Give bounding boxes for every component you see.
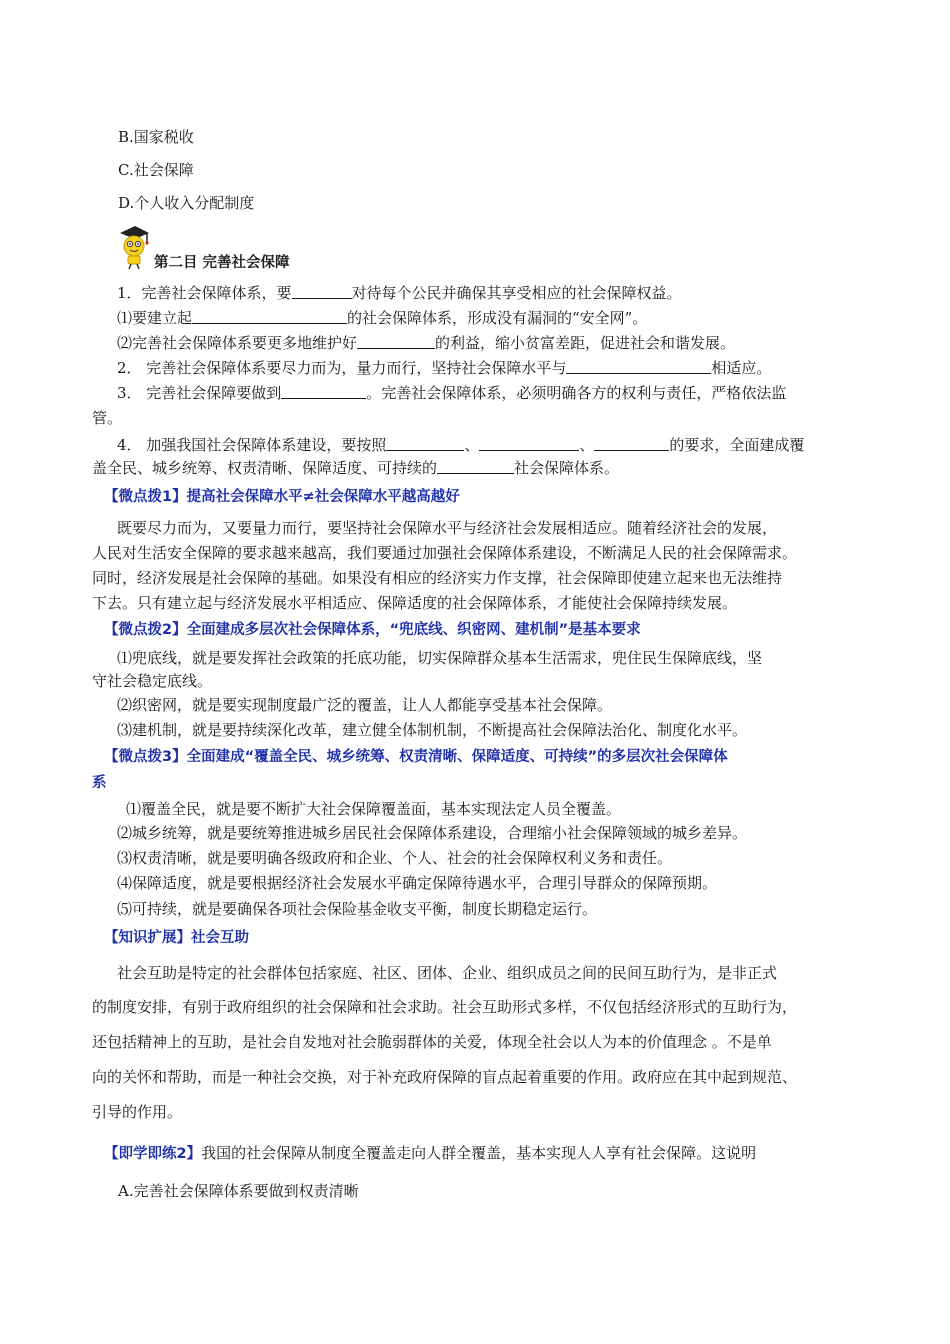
- item-3-cont: 管。: [92, 409, 123, 427]
- tip-3-line: ⑶权责清晰，就是要明确各级政府和企业、个人、社会的社会保障权利义务和责任。: [117, 849, 673, 867]
- tip-2-line: ⑵织密网，就是要实现制度最广泛的覆盖，让人人都能享受基本社会保障。: [117, 696, 613, 714]
- tip-1-line: 既要尽力而为，又要量力而行，要坚持社会保障水平与经济社会发展相适应。随着经济社会的发展，: [117, 519, 778, 537]
- practice-option-a: A.完善社会保障体系要做到权责清晰: [118, 1182, 359, 1200]
- blank[interactable]: [594, 434, 669, 451]
- blank[interactable]: [281, 382, 366, 399]
- item-1: 1．完善社会保障体系，要 对待每个公民并确保其享受相应的社会保障权益。: [117, 284, 682, 302]
- tip-2-title: 【微点拨2】全面建成多层次社会保障体系，“兜底线、织密网、建机制”是基本要求: [104, 622, 641, 638]
- tip-2-line: ⑴兜底线，就是要发挥社会政策的托底功能，切实保障群众基本生活需求，兜住民生保障底线，坚: [117, 649, 763, 667]
- tip-3-title-cont: 系: [92, 775, 107, 791]
- blank[interactable]: [357, 332, 435, 349]
- option-b: B.国家税收: [118, 128, 194, 146]
- tip-3-line: ⑵城乡统筹，就是要统筹推进城乡居民社会保障体系建设，合理缩小社会保障领域的城乡差异。: [117, 824, 748, 842]
- tip-1-title: 【微点拨1】提高社会保障水平≠社会保障水平越高越好: [104, 489, 460, 505]
- expand-line: 向的关怀和帮助，而是一种社会交换，对于补充政府保障的盲点起着重要的作用。政府应在其中起到规范、: [92, 1068, 798, 1086]
- expand-line: 社会互助是特定的社会群体包括家庭、社区、团体、企业、组织成员之间的民间互助行为，是非正式: [117, 964, 778, 982]
- item-1-sub-2: ⑵完善社会保障体系要更多地维护好 的利益，缩小贫富差距，促进社会和谐发展。: [117, 334, 736, 352]
- expand-line: 还包括精神上的互助，是社会自发地对社会脆弱群体的关爱，体现全社会以人为本的价值理念 。不是单: [92, 1033, 772, 1051]
- blank[interactable]: [292, 282, 352, 299]
- tip-2-line: ⑶建机制，就是要持续深化改革，建立健全体制机制，不断提高社会保障法治化、制度化水平。: [117, 721, 748, 739]
- graduate-mascot-icon: [116, 224, 150, 270]
- tip-3-line: ⑴覆盖全民，就是要不断扩大社会保障覆盖面，基本实现法定人员全覆盖。: [126, 800, 622, 818]
- blank[interactable]: [437, 457, 514, 474]
- item-2: 2． 完善社会保障体系要尽力而为，量力而行，坚持社会保障水平与 相适应。: [117, 359, 772, 377]
- tip-3-line: ⑸可持续，就是要确保各项社会保险基金收支平衡，制度长期稳定运行。: [117, 900, 598, 918]
- tip-2-line: 守社会稳定底线。: [92, 672, 213, 690]
- item-4-cont: 盖全民、城乡统筹、权责清晰、保障适度、可持续的 社会保障体系。: [92, 459, 620, 477]
- blank[interactable]: [192, 307, 347, 324]
- practice-question: 【即学即练2】我国的社会保障从制度全覆盖走向人群全覆盖，基本实现人人享有社会保障。这说明: [104, 1144, 757, 1162]
- expand-line: 引导的作用。: [92, 1103, 183, 1121]
- item-4: 4． 加强我国社会保障体系建设，要按照 、 、 的要求，全面建成覆: [117, 436, 805, 454]
- item-1-sub-1: ⑴要建立起 的社会保障体系，形成没有漏洞的“安全网”。: [117, 309, 648, 327]
- blank[interactable]: [386, 434, 464, 451]
- tip-1-line: 人民对生活安全保障的要求越来越高，我们要通过加强社会保障体系建设，不断满足人民的社会保障需求。: [92, 544, 798, 562]
- tip-1-line: 下去。只有建立起与经济发展水平相适应、保障适度的社会保障体系，才能使社会保障持续发展。: [92, 594, 738, 612]
- blank[interactable]: [566, 357, 711, 374]
- tip-1-line: 同时，经济发展是社会保障的基础。如果没有相应的经济实力作支撑，社会保障即使建立起来也无法维持: [92, 569, 783, 587]
- practice-label: 【即学即练2】: [104, 1146, 202, 1162]
- item-3: 3． 完善社会保障要做到 。完善社会保障体系，必须明确各方的权利与责任，严格依法监: [117, 384, 787, 402]
- blank[interactable]: [479, 434, 579, 451]
- expand-title: 【知识扩展】社会互助: [104, 930, 249, 946]
- tip-3-line: ⑷保障适度，就是要根据经济社会发展水平确定保障待遇水平，合理引导群众的保障预期。: [117, 874, 718, 892]
- option-c: C.社会保障: [118, 161, 194, 179]
- expand-line: 的制度安排，有别于政府组织的社会保障和社会求助。社会互助形式多样，不仅包括经济形式的互助行为，: [92, 998, 798, 1016]
- section-title: 第二目 完善社会保障: [154, 255, 290, 271]
- tip-3-title: 【微点拨3】全面建成“覆盖全民、城乡统筹、权责清晰、保障适度、可持续”的多层次社会保障体: [104, 749, 728, 765]
- option-d: D.个人收入分配制度: [118, 194, 255, 212]
